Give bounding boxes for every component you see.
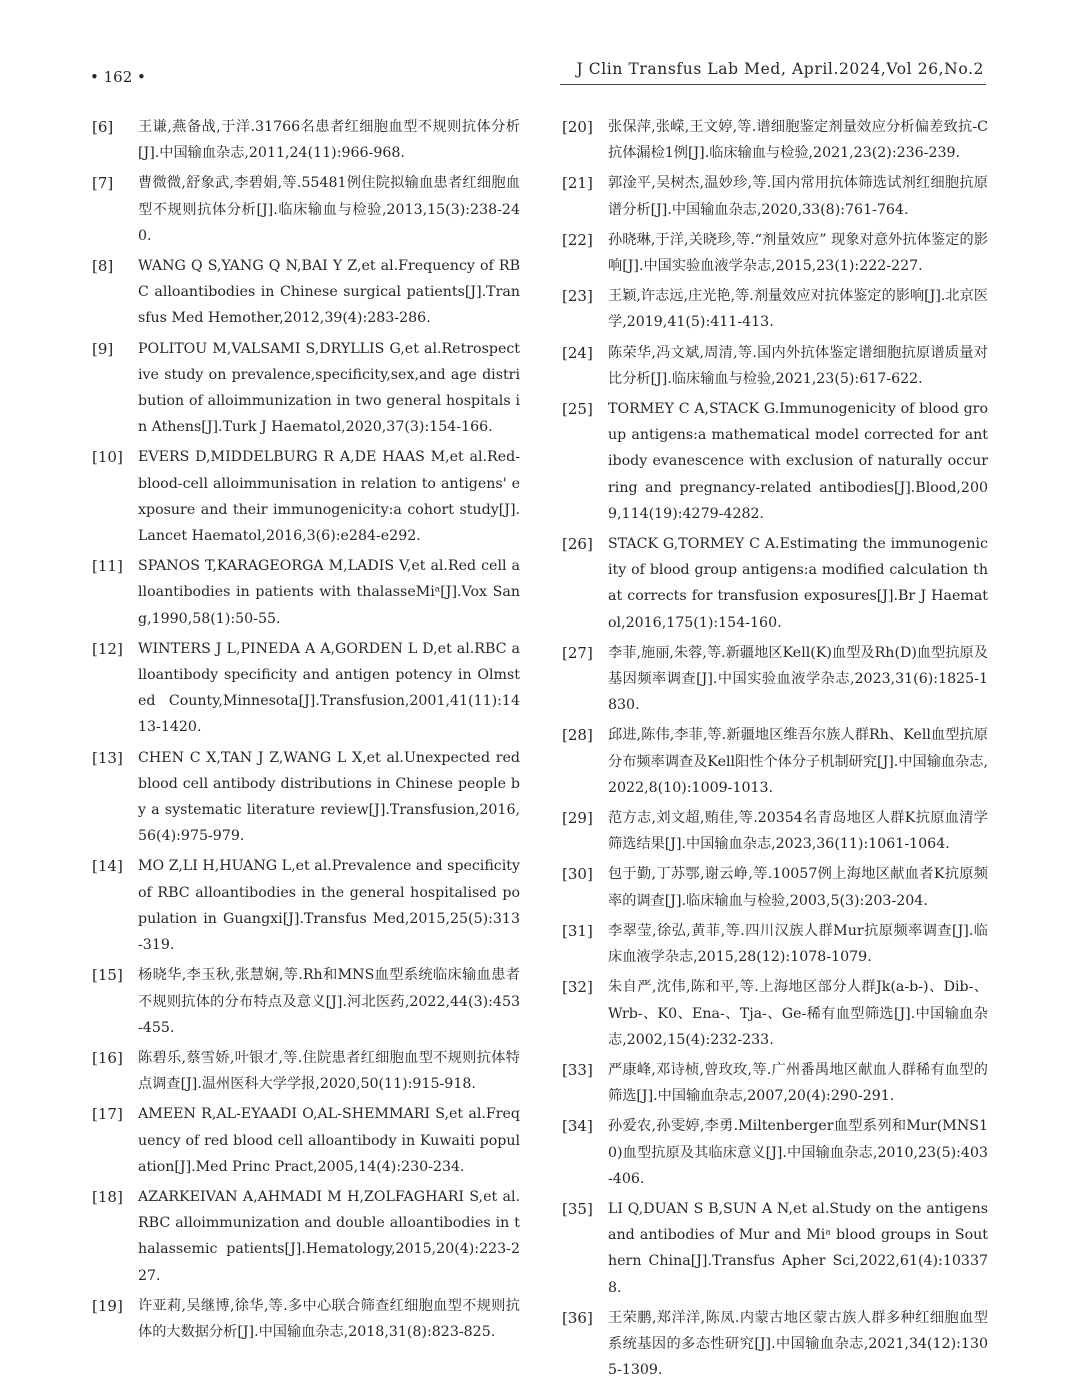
reference-number: [25] — [562, 400, 593, 419]
reference-item — [562, 1196, 988, 1301]
reference-number: [33] — [562, 1060, 593, 1079]
reference-text: TORMEY C A,STACK G.Immunogenicity of blood group antigens:a mathematical model corrected for antibody evanescence with exclusion of naturally occurring and pregnancy-related antibodies[J].Blood,2009,114(19):4279-4282. — [608, 401, 988, 522]
reference-number: [13] — [92, 748, 123, 767]
reference-number: [24] — [562, 343, 593, 362]
reference-number: [27] — [562, 643, 593, 662]
reference-text: 孙晓琳,于洋,关晓珍,等.“剂量效应” 现象对意外抗体鉴定的影响[J].中国实验血液学杂志,2015,23(1):222-227. — [608, 231, 988, 275]
page-number: • 162 • — [90, 68, 146, 86]
reference-text: 王荣鹏,郑洋洋,陈凤.内蒙古地区蒙古族人群多种红细胞血型系统基因的多态性研究[J].中国输血杂志,2021,34(12):1305-1309. — [608, 1309, 988, 1379]
reference-item — [92, 444, 520, 549]
reference-item — [562, 861, 988, 913]
reference-text: EVERS D,MIDDELBURG R A,DE HAAS M,et al.Red-blood-cell alloimmunisation in relation to antigens' exposure and their immunogenicity:a cohort study[J].Lancet Haematol,2016,3(6):e284-e292. — [138, 449, 520, 545]
reference-item — [92, 745, 520, 850]
reference-number: [29] — [562, 809, 593, 828]
reference-text: AZARKEIVAN A,AHMADI M H,ZOLFAGHARI S,et al.RBC alloimmunization and double alloantibodies in thalassemic patients[J].Hematology,2015,20(4):223-227. — [138, 1188, 520, 1284]
reference-item — [562, 170, 988, 222]
reference-item — [562, 974, 988, 1053]
reference-item — [562, 1113, 988, 1192]
reference-number: [7] — [92, 174, 114, 193]
reference-text: POLITOU M,VALSAMI S,DRYLLIS G,et al.Retrospective study on prevalence,specificity,sex,and age distribution of alloimmunization in two general hospitals in Athens[J].Turk J Haematol,2020,37(3):154-166. — [138, 340, 520, 436]
reference-text: 严康峰,邓诗桢,曾玫玫,等.广州番禺地区献血人群稀有血型的筛选[J].中国输血杂志,2007,20(4):290-291. — [608, 1061, 988, 1105]
journal-header: J Clin Transfus Lab Med, April.2024,Vol 26,No.2 — [576, 60, 984, 78]
reference-text: 陈碧乐,蔡雪娇,叶银才,等.住院患者红细胞血型不规则抗体特点调查[J].温州医科大学学报,2020,50(11):915-918. — [138, 1049, 520, 1093]
reference-number: [17] — [92, 1105, 123, 1124]
reference-item — [92, 1184, 520, 1289]
reference-number: [23] — [562, 287, 593, 306]
reference-text: 李菲,施丽,朱蓉,等.新疆地区Kell(K)血型及Rh(D)血型抗原及基因频率调查[J].中国实验血液学杂志,2023,31(6):1825-1830. — [608, 644, 988, 714]
reference-item — [562, 805, 988, 857]
reference-text: 包于勤,丁苏鄂,谢云峥,等.10057例上海地区献血者K抗原频率的调查[J].临床输血与检验,2003,5(3):203-204. — [608, 866, 988, 909]
reference-text: 郭淦平,吴树杰,温妙珍,等.国内常用抗体筛选试剂红细胞抗原谱分析[J].中国输血杂志,2020,33(8):761-764. — [608, 175, 988, 218]
reference-number: [14] — [92, 857, 123, 876]
reference-text: CHEN C X,TAN J Z,WANG L X,et al.Unexpected red blood cell antibody distributions in Chinese people by a systematic literature review[J].Transfusion,2016,56(4):975-979. — [138, 749, 520, 845]
reference-item — [562, 1305, 988, 1384]
reference-column-left — [92, 114, 520, 1349]
reference-item — [92, 1101, 520, 1180]
header-rule — [560, 84, 986, 85]
reference-text: LI Q,DUAN S B,SUN A N,et al.Study on the antigens and antibodies of Mur and Miᵃ blood groups in Southern China[J].Transfus Apher Sci,2022,61(4):103378. — [608, 1200, 988, 1296]
reference-item — [562, 918, 988, 970]
reference-item — [92, 553, 520, 632]
reference-number: [26] — [562, 535, 593, 554]
reference-number: [8] — [92, 257, 114, 276]
reference-item — [92, 1045, 520, 1097]
reference-number: [18] — [92, 1187, 123, 1206]
reference-text: 曹微微,舒象武,李碧娟,等.55481例住院拟输血患者红细胞血型不规则抗体分析[J].临床输血与检验,2013,15(3):238-240. — [138, 175, 520, 244]
reference-text: SPANOS T,KARAGEORGA M,LADIS V,et al.Red cell alloantibodies in patients with thalasseMiᵃ[J].Vox Sang,1990,58(1):50-55. — [138, 558, 520, 627]
reference-number: [34] — [562, 1117, 593, 1136]
reference-number: [20] — [562, 118, 593, 136]
reference-item — [562, 396, 988, 527]
reference-text: 杨晓华,李玉秋,张慧娴,等.Rh和MNS血型系统临床输血患者不规则抗体的分布特点及意义[J].河北医药,2022,44(3):453-455. — [138, 967, 520, 1036]
reference-number: [28] — [562, 726, 593, 745]
reference-number: [19] — [92, 1296, 123, 1315]
reference-number: [6] — [92, 118, 114, 136]
reference-item — [92, 636, 520, 741]
reference-item — [92, 853, 520, 958]
reference-text: 孙爱农,孙雯婷,李勇.Miltenberger血型系列和Mur(MNS10)血型抗原及其临床意义[J].中国输血杂志,2010,23(5):403-406. — [608, 1118, 988, 1187]
reference-item — [562, 227, 988, 279]
reference-text: 李翠莹,徐弘,黄菲,等.四川汉族人群Mur抗原频率调查[J].临床血液学杂志,2015,28(12):1078-1079. — [608, 922, 988, 966]
reference-text: 陈荣华,冯文斌,周清,等.国内外抗体鉴定谱细胞抗原谱质量对比分析[J].临床输血与检验,2021,23(5):617-622. — [608, 344, 988, 387]
reference-text: 王谦,燕备战,于洋.31766名患者红细胞血型不规则抗体分析[J].中国输血杂志,2011,24(11):966-968. — [138, 119, 520, 162]
reference-number: [15] — [92, 966, 123, 985]
reference-text: AMEEN R,AL-EYAADI O,AL-SHEMMARI S,et al.Frequency of red blood cell alloantibody in Kuwaiti population[J].Med Princ Pract,2005,14(4):230-234. — [138, 1106, 520, 1175]
reference-item — [92, 114, 520, 166]
reference-number: [32] — [562, 978, 593, 997]
reference-item — [562, 640, 988, 719]
reference-item — [92, 253, 520, 332]
reference-item — [92, 1293, 520, 1345]
reference-text: 张保萍,张嵘,王文婷,等.谱细胞鉴定剂量效应分析偏差致抗-C抗体漏检1例[J].临床输血与检验,2021,23(2):236-239. — [608, 119, 988, 162]
reference-number: [21] — [562, 174, 593, 193]
reference-item — [562, 114, 988, 166]
reference-text: MO Z,LI H,HUANG L,et al.Prevalence and specificity of RBC alloantibodies in the general hospitalised population in Guangxi[J].Transfus Med,2015,25(5):313-319. — [138, 858, 520, 954]
reference-number: [16] — [92, 1048, 123, 1067]
reference-number: [9] — [92, 339, 114, 358]
reference-item — [562, 283, 988, 335]
reference-text: 王颖,许志远,庄光艳,等.剂量效应对抗体鉴定的影响[J].北京医学,2019,41(5):411-413. — [608, 288, 988, 331]
reference-number: [10] — [92, 448, 123, 467]
reference-text: WINTERS J L,PINEDA A A,GORDEN L D,et al.RBC alloantibody specificity and antigen potency in Olmsted County,Minnesota[J].Transfusion,2001,41(11):1413-1420. — [138, 640, 520, 736]
reference-text: 许亚莉,吴继博,徐华,等.多中心联合筛查红细胞血型不规则抗体的大数据分析[J].中国输血杂志,2018,31(8):823-825. — [138, 1297, 520, 1340]
reference-text: 邱进,陈伟,李菲,等.新疆地区维吾尔族人群Rh、Kell血型抗原分布频率调查及Kell阳性个体分子机制研究[J].中国输血杂志,2022,8(10):1009-1013. — [608, 727, 988, 796]
reference-number: [36] — [562, 1308, 593, 1327]
reference-number: [11] — [92, 557, 123, 576]
reference-text: STACK G,TORMEY C A.Estimating the immunogenicity of blood group antigens:a modified calculation that corrects for transfusion exposures[J].Br J Haematol,2016,175(1):154-160. — [608, 536, 988, 631]
reference-number: [31] — [562, 921, 593, 940]
reference-item — [92, 336, 520, 441]
reference-item — [562, 340, 988, 392]
reference-item — [562, 722, 988, 801]
reference-number: [30] — [562, 865, 593, 884]
reference-column-right — [562, 114, 988, 1387]
reference-text: WANG Q S,YANG Q N,BAI Y Z,et al.Frequency of RBC alloantibodies in Chinese surgical patients[J].Transfus Med Hemother,2012,39(4):283-286. — [138, 258, 520, 327]
reference-item — [562, 531, 988, 636]
reference-text: 范方志,刘文超,贿佳,等.20354名青岛地区人群K抗原血清学筛选结果[J].中国输血杂志,2023,36(11):1061-1064. — [608, 810, 988, 853]
reference-number: [12] — [92, 639, 123, 658]
reference-number: [22] — [562, 230, 593, 249]
reference-item — [92, 170, 520, 249]
reference-text: 朱自严,沈伟,陈和平,等.上海地区部分人群Jk(a-b-)、Dib-、Wrb-、K0、Ena-、Tja-、Ge-稀有血型筛选[J].中国输血杂志,2002,15(4):232-233. — [608, 979, 988, 1048]
reference-item — [562, 1057, 988, 1109]
reference-item — [92, 962, 520, 1041]
reference-number: [35] — [562, 1199, 593, 1218]
